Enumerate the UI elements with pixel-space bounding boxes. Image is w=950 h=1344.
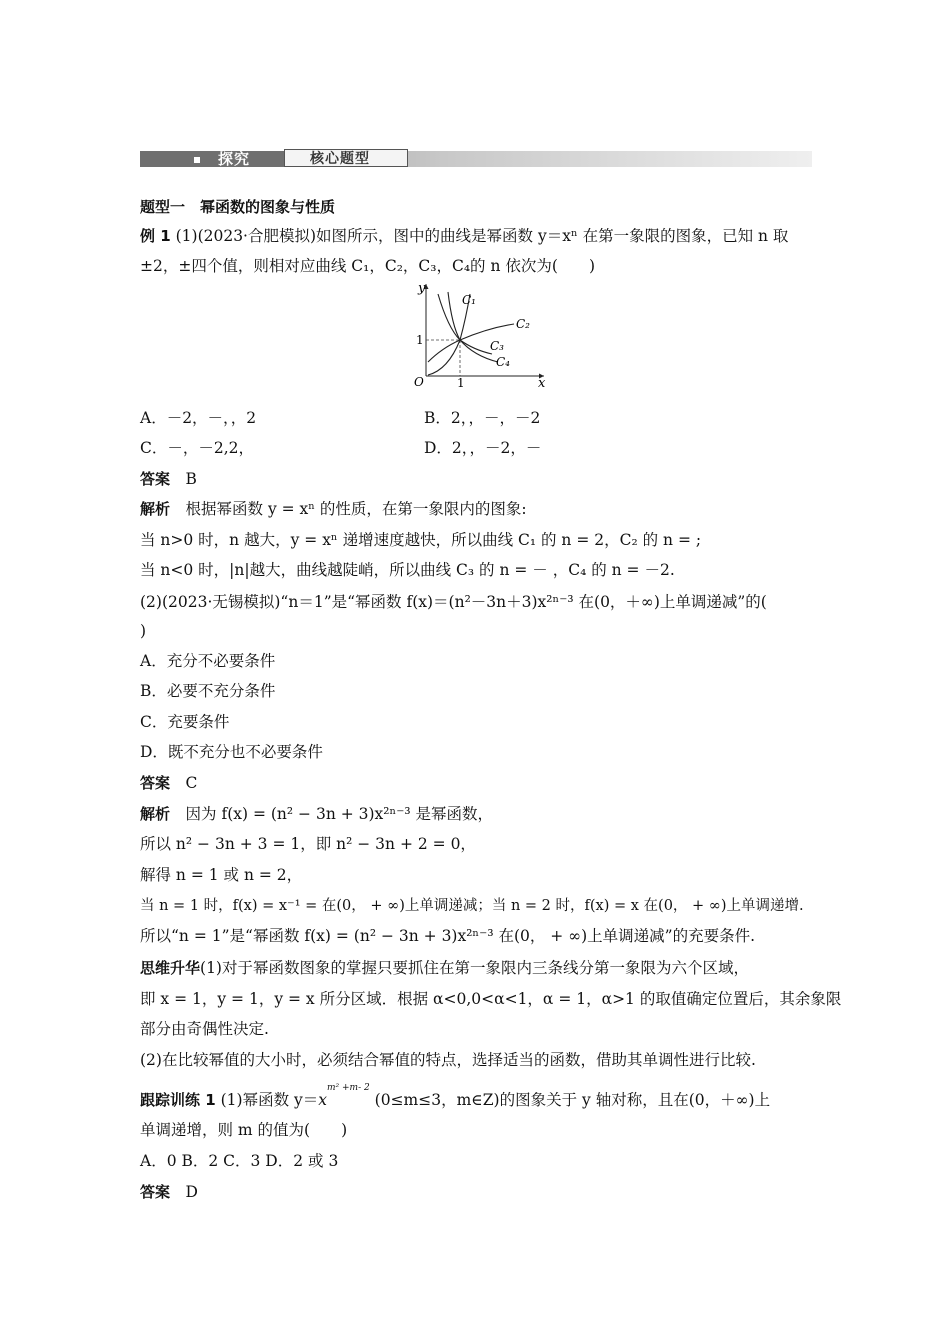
ex2-question-2: ) (140, 622, 147, 640)
answer-value: C (185, 774, 198, 792)
ex2-analysis-4: 当 n = 1 时，f(x) = x⁻¹ = 在(0， + ∞)上单调递减；当 n = 2 时，f(x) = x 在(0， + ∞)上单调递增. (140, 898, 804, 914)
practice-line-1 (140, 1082, 771, 1110)
origin-label: O (414, 375, 424, 388)
answer-value: B (185, 470, 197, 488)
y-one-label: 1 (416, 333, 424, 347)
banner-dark-tab (140, 151, 284, 167)
ex2-option-a: A．充分不必要条件 (140, 652, 276, 670)
ex2-answer (140, 773, 197, 793)
practice-exponent: m² +m- 2 (327, 1082, 370, 1093)
answer-label: 答案 (140, 774, 171, 792)
practice-options: A．0 B．2 C．3 D．2 或 3 (140, 1152, 339, 1170)
practice-label: 跟踪训练 1 (140, 1091, 216, 1109)
ex1-q2: ±2，±四个值，则相对应曲线 C₁，C₂，C₃，C₄的 n 依次为( ) (140, 257, 595, 275)
analysis-label: 解析 (140, 500, 171, 518)
summary-line-4: (2)在比较幂值的大小时，必须结合幂值的特点，选择适当的函数，借助其单调性进行比较. (140, 1051, 756, 1069)
practice-line-2: 单调递增，则 m 的值为( ) (140, 1121, 348, 1139)
analysis-text: 根据幂函数 y = xⁿ 的性质，在第一象限内的图象: (185, 500, 527, 518)
analysis-label: 解析 (140, 805, 171, 823)
practice-text-c: (0≤m≤3，m∈Z)的图象关于 y 轴对称，且在(0，＋∞)上 (374, 1091, 771, 1109)
ex2-option-c: C．充要条件 (140, 713, 230, 731)
ex1-analysis (140, 499, 527, 519)
practice-answer (140, 1182, 198, 1202)
square-bullet-icon (194, 157, 200, 163)
x-one-label: 1 (457, 376, 465, 388)
ex1-answer (140, 469, 197, 489)
answer-label: 答案 (140, 470, 171, 488)
ex2-analysis-2: 所以 n² − 3n + 3 = 1，即 n² − 3n + 2 = 0， (140, 835, 476, 853)
power-function-graph (408, 280, 548, 388)
ex1-option-b: B．2，，－，－2 (424, 409, 541, 427)
ex1-line1 (140, 226, 788, 246)
ex2-analysis (140, 804, 493, 824)
answer-value: D (185, 1183, 198, 1201)
practice-base: x (318, 1091, 327, 1109)
summary-line-1 (140, 958, 749, 978)
y-axis-label: y (418, 281, 426, 296)
summary-label: 思维升华 (140, 959, 201, 977)
curve-c3-label: C₃ (490, 339, 504, 353)
practice-text-a: (1)幂函数 y＝ (220, 1091, 319, 1109)
ex1-option-d: D．2，，－2，－ (424, 439, 542, 457)
ex1-option-a: A．－2，－，，2 (140, 409, 257, 427)
section-title: 题型一 幂函数的图象与性质 (140, 198, 336, 216)
ex1-q1: (1)(2023·合肥模拟)如图所示，图中的曲线是幂函数 y＝xⁿ 在第一象限的图象，已知 n 取 (175, 227, 789, 245)
section-banner (140, 146, 812, 170)
ex2-option-d: D．既不充分也不必要条件 (140, 743, 323, 761)
curve-c2-label: C₂ (516, 317, 530, 331)
summary-line-3: 部分由奇偶性决定. (140, 1020, 269, 1038)
ex2-analysis-3: 解得 n = 1 或 n = 2， (140, 866, 303, 884)
ex1-analysis-3: 当 n<0 时，|n|越大，曲线越陡峭，所以曲线 C₃ 的 n = － ，C₄ 的 n = －2. (140, 561, 675, 579)
x-axis-label: x (538, 376, 546, 388)
ex1-label: 例 1 (140, 227, 171, 245)
banner-right-label: 核心题型 (310, 151, 370, 167)
summary-text-1: (1)对于幂函数图象的掌握只要抓住在第一象限内三条线分第一象限为六个区域， (200, 959, 749, 977)
ex1-analysis-2: 当 n>0 时，n 越大，y = xⁿ 递增速度越快，所以曲线 C₁ 的 n = 2，C₂ 的 n = ; (140, 531, 702, 549)
curve-c1-label: C₁ (462, 293, 476, 307)
answer-label: 答案 (140, 1183, 171, 1201)
ex1-option-c: C．－，－2,2， (140, 439, 255, 457)
banner-left-label: 探究 (218, 150, 251, 168)
curve-c4-label: C₄ (496, 355, 510, 369)
ex2-question-1: (2)(2023·无锡模拟)“n＝1”是“幂函数 f(x)＝(n²－3n＋3)x²ⁿ⁻³ 在(0，＋∞)上单调递减”的( (140, 593, 767, 611)
analysis-text: 因为 f(x) = (n² − 3n + 3)x²ⁿ⁻³ 是幂函数， (185, 805, 494, 823)
ex2-analysis-5: 所以“n = 1”是“幂函数 f(x) = (n² − 3n + 3)x²ⁿ⁻³ 在(0， + ∞)上单调递减”的充要条件. (140, 927, 756, 945)
summary-line-2: 即 x = 1，y = 1，y = x 所分区域．根据 α<0,0<α<1，α = 1，α>1 的取值确定位置后，其余象限 (140, 990, 842, 1008)
ex2-option-b: B．必要不充分条件 (140, 682, 276, 700)
